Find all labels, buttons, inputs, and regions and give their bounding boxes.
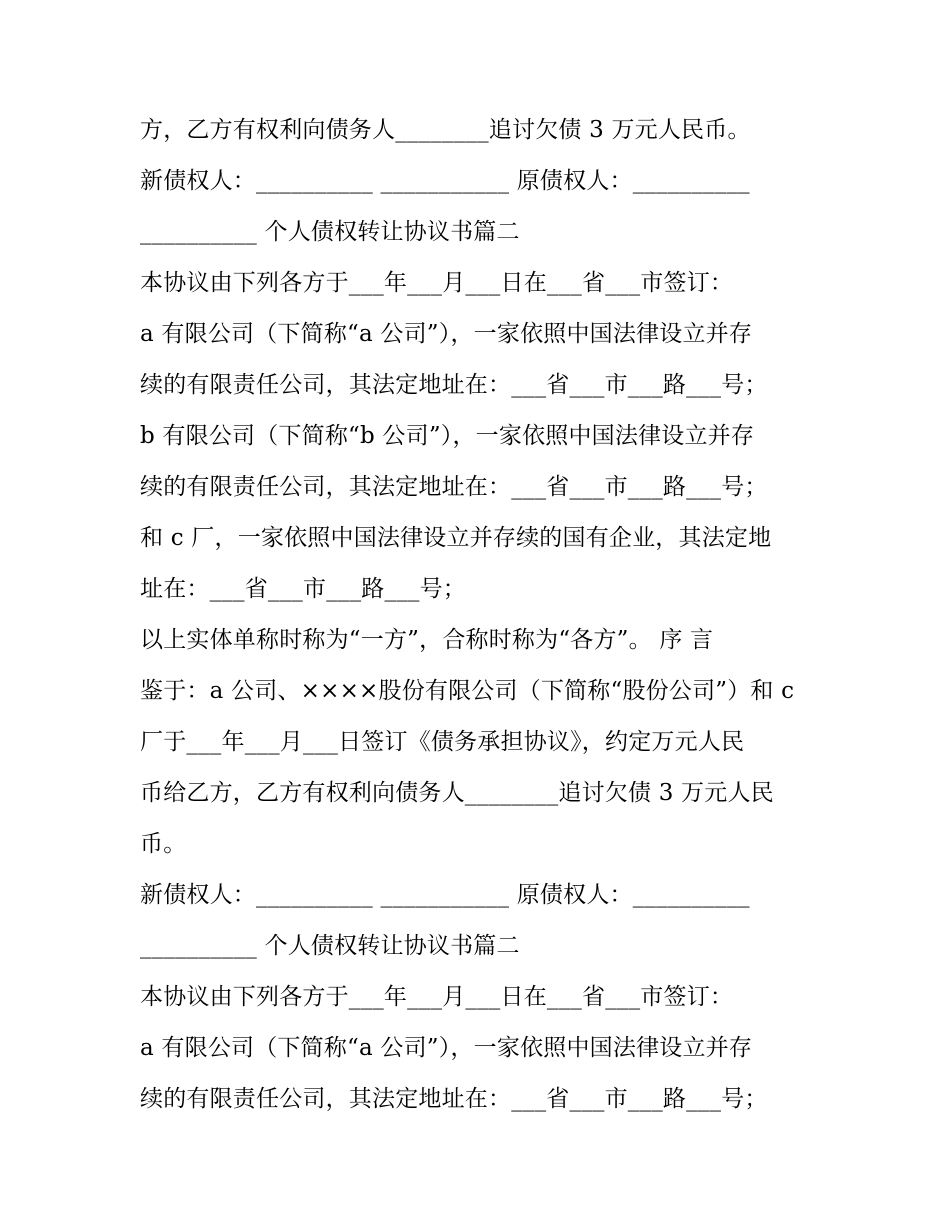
text-line: 以上实体单称时称为“一方”，合称时称为“各方”。 序 言 xyxy=(140,627,714,653)
text-line: 鉴于：a 公司、××××股份有限公司（下简称“股份公司”）和 c xyxy=(140,678,795,704)
document-body xyxy=(140,105,820,1125)
text-line: 续的有限责任公司，其法定地址在：___省___市___路___号； xyxy=(140,372,768,398)
text-line: 续的有限责任公司，其法定地址在：___省___市___路___号； xyxy=(140,474,768,500)
text-line: 和 c 厂，一家依照中国法律设立并存续的国有企业，其法定地 xyxy=(140,525,772,551)
text-line: 本协议由下列各方于___年___月___日在___省___市签订： xyxy=(140,270,734,296)
text-line: 币。 xyxy=(140,831,187,857)
text-line: 址在：___省___市___路___号； xyxy=(140,576,466,602)
text-line: 新债权人：__________ ___________ 原债权人：__________ xyxy=(140,168,750,194)
text-line: __________ 个人债权转让协议书篇二 xyxy=(140,219,520,245)
text-line: 续的有限责任公司，其法定地址在：___省___市___路___号； xyxy=(140,1086,768,1112)
text-line: 新债权人：__________ ___________ 原债权人：__________ xyxy=(140,882,750,908)
text-line: b 有限公司（下简称“b 公司”），一家依照中国法律设立并存 xyxy=(140,423,755,449)
text-line: 方，乙方有权利向债务人________追讨欠债 3 万元人民币。 xyxy=(140,117,751,143)
text-line: a 有限公司（下简称“a 公司”），一家依照中国法律设立并存 xyxy=(140,1035,753,1061)
text-line: a 有限公司（下简称“a 公司”），一家依照中国法律设立并存 xyxy=(140,321,753,347)
text-line: __________ 个人债权转让协议书篇二 xyxy=(140,933,520,959)
text-line: 币给乙方，乙方有权利向债务人________追讨欠债 3 万元人民 xyxy=(140,780,774,806)
text-line: 本协议由下列各方于___年___月___日在___省___市签订： xyxy=(140,984,734,1010)
text-line: 厂于___年___月___日签订《债务承担协议》，约定万元人民 xyxy=(140,729,745,755)
